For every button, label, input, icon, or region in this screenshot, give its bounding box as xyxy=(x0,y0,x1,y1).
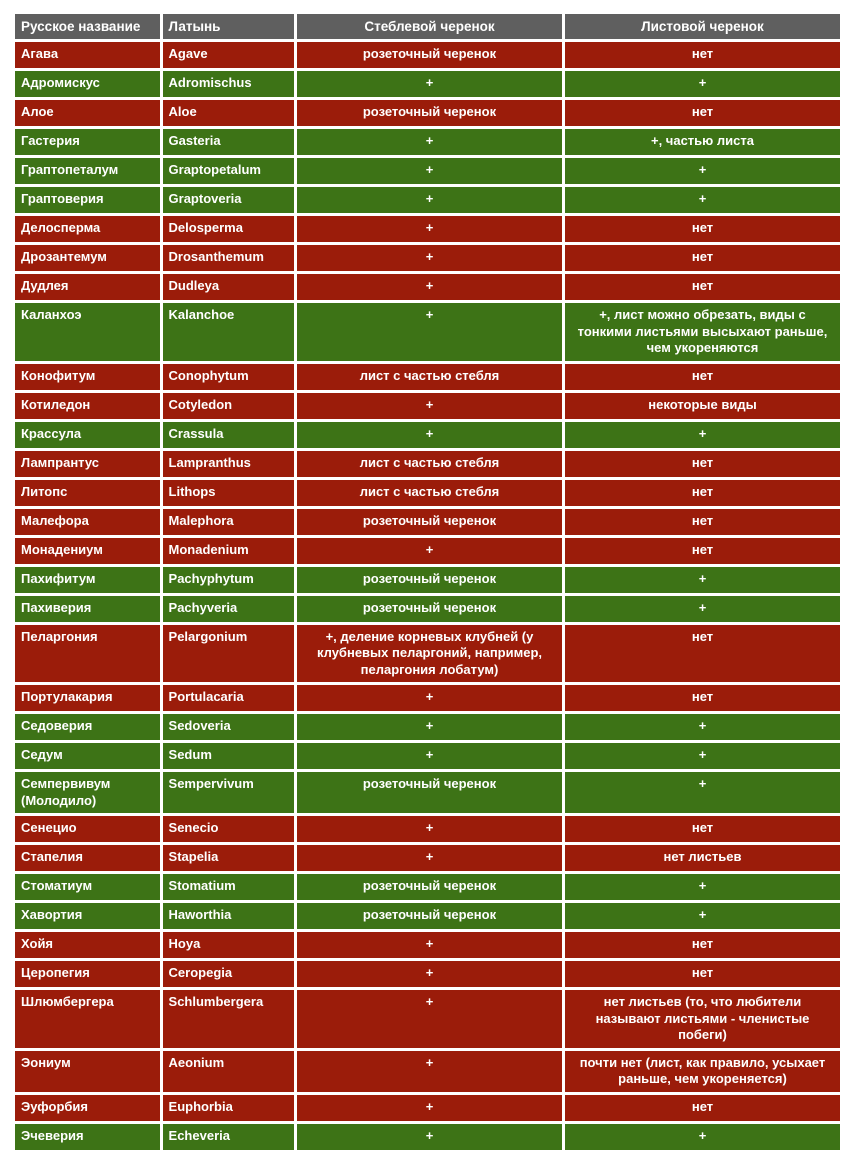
table-row xyxy=(15,274,840,300)
russian-name-cell: Малефора xyxy=(15,509,160,535)
russian-name-cell: Делосперма xyxy=(15,216,160,242)
table-row xyxy=(15,596,840,622)
stem-cutting-cell: + xyxy=(297,216,562,242)
russian-name-cell: Пахиверия xyxy=(15,596,160,622)
column-header-latin-name: Латынь xyxy=(163,14,294,39)
stem-cutting-cell: розеточный черенок xyxy=(297,42,562,68)
stem-cutting-cell: + xyxy=(297,816,562,842)
leaf-cutting-cell: нет xyxy=(565,245,840,271)
latin-name-cell: Crassula xyxy=(163,422,294,448)
latin-name-cell: Senecio xyxy=(163,816,294,842)
table-row xyxy=(15,903,840,929)
russian-name-cell: Котиледон xyxy=(15,393,160,419)
column-header-stem-cutting: Стеблевой черенок xyxy=(297,14,562,39)
latin-name-cell: Pelargonium xyxy=(163,625,294,683)
stem-cutting-cell: + xyxy=(297,1124,562,1150)
stem-cutting-cell: розеточный черенок xyxy=(297,100,562,126)
russian-name-cell: Седум xyxy=(15,743,160,769)
table-row xyxy=(15,364,840,390)
russian-name-cell: Литопс xyxy=(15,480,160,506)
table-row xyxy=(15,216,840,242)
table-row xyxy=(15,538,840,564)
leaf-cutting-cell: + xyxy=(565,714,840,740)
latin-name-cell: Graptopetalum xyxy=(163,158,294,184)
table-row xyxy=(15,816,840,842)
table-row xyxy=(15,422,840,448)
table-row xyxy=(15,42,840,68)
russian-name-cell: Дрозантемум xyxy=(15,245,160,271)
leaf-cutting-cell: + xyxy=(565,596,840,622)
russian-name-cell: Хойя xyxy=(15,932,160,958)
russian-name-cell: Лампрантус xyxy=(15,451,160,477)
russian-name-cell: Эчеверия xyxy=(15,1124,160,1150)
table-row xyxy=(15,567,840,593)
latin-name-cell: Aeonium xyxy=(163,1051,294,1092)
latin-name-cell: Adromischus xyxy=(163,71,294,97)
table-row xyxy=(15,1095,840,1121)
stem-cutting-cell: розеточный черенок xyxy=(297,596,562,622)
table-body xyxy=(15,42,840,1150)
stem-cutting-cell: + xyxy=(297,393,562,419)
russian-name-cell: Эониум xyxy=(15,1051,160,1092)
stem-cutting-cell: розеточный черенок xyxy=(297,772,562,813)
stem-cutting-cell: + xyxy=(297,743,562,769)
latin-name-cell: Portulacaria xyxy=(163,685,294,711)
leaf-cutting-cell: нет xyxy=(565,216,840,242)
succulent-propagation-table xyxy=(12,11,843,1153)
russian-name-cell: Седоверия xyxy=(15,714,160,740)
leaf-cutting-cell: нет xyxy=(565,364,840,390)
stem-cutting-cell: + xyxy=(297,714,562,740)
table-row xyxy=(15,480,840,506)
stem-cutting-cell: розеточный черенок xyxy=(297,874,562,900)
stem-cutting-cell: + xyxy=(297,245,562,271)
russian-name-cell: Конофитум xyxy=(15,364,160,390)
leaf-cutting-cell: + xyxy=(565,422,840,448)
stem-cutting-cell: + xyxy=(297,71,562,97)
leaf-cutting-cell: + xyxy=(565,71,840,97)
table-row xyxy=(15,772,840,813)
russian-name-cell: Стапелия xyxy=(15,845,160,871)
russian-name-cell: Эуфорбия xyxy=(15,1095,160,1121)
column-header-russian-name: Русское название xyxy=(15,14,160,39)
table-row xyxy=(15,961,840,987)
russian-name-cell: Портулакария xyxy=(15,685,160,711)
stem-cutting-cell: + xyxy=(297,274,562,300)
russian-name-cell: Хавортия xyxy=(15,903,160,929)
table-row xyxy=(15,245,840,271)
latin-name-cell: Echeveria xyxy=(163,1124,294,1150)
leaf-cutting-cell: нет листьев (то, что любители называют листьями - членистые побеги) xyxy=(565,990,840,1048)
table-row xyxy=(15,874,840,900)
stem-cutting-cell: розеточный черенок xyxy=(297,903,562,929)
latin-name-cell: Conophytum xyxy=(163,364,294,390)
russian-name-cell: Стоматиум xyxy=(15,874,160,900)
stem-cutting-cell: +, деление корневых клубней (у клубневых пеларгоний, например, пеларгония лобатум) xyxy=(297,625,562,683)
table-row xyxy=(15,932,840,958)
russian-name-cell: Агава xyxy=(15,42,160,68)
stem-cutting-cell: лист с частью стебля xyxy=(297,364,562,390)
latin-name-cell: Monadenium xyxy=(163,538,294,564)
table-row xyxy=(15,129,840,155)
stem-cutting-cell: + xyxy=(297,1095,562,1121)
leaf-cutting-cell: нет xyxy=(565,685,840,711)
table-row xyxy=(15,625,840,683)
leaf-cutting-cell: нет xyxy=(565,480,840,506)
leaf-cutting-cell: нет xyxy=(565,42,840,68)
russian-name-cell: Дудлея xyxy=(15,274,160,300)
russian-name-cell: Граптоверия xyxy=(15,187,160,213)
leaf-cutting-cell: нет xyxy=(565,961,840,987)
leaf-cutting-cell: нет листьев xyxy=(565,845,840,871)
table-row xyxy=(15,1124,840,1150)
russian-name-cell: Сенецио xyxy=(15,816,160,842)
latin-name-cell: Pachyveria xyxy=(163,596,294,622)
latin-name-cell: Pachyphytum xyxy=(163,567,294,593)
stem-cutting-cell: + xyxy=(297,961,562,987)
table-row xyxy=(15,303,840,361)
latin-name-cell: Delosperma xyxy=(163,216,294,242)
leaf-cutting-cell: + xyxy=(565,1124,840,1150)
table-row xyxy=(15,714,840,740)
leaf-cutting-cell: +, частью листа xyxy=(565,129,840,155)
latin-name-cell: Haworthia xyxy=(163,903,294,929)
table-row xyxy=(15,990,840,1048)
latin-name-cell: Schlumbergera xyxy=(163,990,294,1048)
russian-name-cell: Адромискус xyxy=(15,71,160,97)
leaf-cutting-cell: + xyxy=(565,187,840,213)
latin-name-cell: Aloe xyxy=(163,100,294,126)
stem-cutting-cell: + xyxy=(297,158,562,184)
russian-name-cell: Семпервивум (Молодило) xyxy=(15,772,160,813)
stem-cutting-cell: розеточный черенок xyxy=(297,567,562,593)
latin-name-cell: Agave xyxy=(163,42,294,68)
latin-name-cell: Lithops xyxy=(163,480,294,506)
leaf-cutting-cell: нет xyxy=(565,1095,840,1121)
leaf-cutting-cell: + xyxy=(565,158,840,184)
russian-name-cell: Шлюмбергера xyxy=(15,990,160,1048)
latin-name-cell: Stapelia xyxy=(163,845,294,871)
russian-name-cell: Алое xyxy=(15,100,160,126)
leaf-cutting-cell: + xyxy=(565,903,840,929)
stem-cutting-cell: лист с частью стебля xyxy=(297,451,562,477)
table-row xyxy=(15,685,840,711)
stem-cutting-cell: + xyxy=(297,303,562,361)
leaf-cutting-cell: некоторые виды xyxy=(565,393,840,419)
leaf-cutting-cell: нет xyxy=(565,625,840,683)
table-row xyxy=(15,1051,840,1092)
table-row xyxy=(15,187,840,213)
leaf-cutting-cell: нет xyxy=(565,816,840,842)
stem-cutting-cell: розеточный черенок xyxy=(297,509,562,535)
latin-name-cell: Sedoveria xyxy=(163,714,294,740)
table-row xyxy=(15,100,840,126)
russian-name-cell: Гастерия xyxy=(15,129,160,155)
leaf-cutting-cell: +, лист можно обрезать, виды с тонкими листьями высыхают раньше, чем укореняются xyxy=(565,303,840,361)
latin-name-cell: Drosanthemum xyxy=(163,245,294,271)
latin-name-cell: Gasteria xyxy=(163,129,294,155)
russian-name-cell: Крассула xyxy=(15,422,160,448)
stem-cutting-cell: + xyxy=(297,1051,562,1092)
table-row xyxy=(15,71,840,97)
table-row xyxy=(15,451,840,477)
stem-cutting-cell: + xyxy=(297,187,562,213)
table-row xyxy=(15,393,840,419)
leaf-cutting-cell: нет xyxy=(565,100,840,126)
stem-cutting-cell: + xyxy=(297,932,562,958)
column-header-leaf-cutting: Листовой черенок xyxy=(565,14,840,39)
stem-cutting-cell: + xyxy=(297,538,562,564)
stem-cutting-cell: + xyxy=(297,685,562,711)
leaf-cutting-cell: нет xyxy=(565,451,840,477)
leaf-cutting-cell: + xyxy=(565,874,840,900)
header-row xyxy=(15,14,840,39)
leaf-cutting-cell: нет xyxy=(565,538,840,564)
leaf-cutting-cell: нет xyxy=(565,274,840,300)
latin-name-cell: Kalanchoe xyxy=(163,303,294,361)
russian-name-cell: Монадениум xyxy=(15,538,160,564)
table-row xyxy=(15,845,840,871)
stem-cutting-cell: + xyxy=(297,990,562,1048)
russian-name-cell: Пеларгония xyxy=(15,625,160,683)
leaf-cutting-cell: + xyxy=(565,772,840,813)
latin-name-cell: Cotyledon xyxy=(163,393,294,419)
table-row xyxy=(15,158,840,184)
table-row xyxy=(15,743,840,769)
leaf-cutting-cell: нет xyxy=(565,509,840,535)
russian-name-cell: Пахифитум xyxy=(15,567,160,593)
latin-name-cell: Sedum xyxy=(163,743,294,769)
latin-name-cell: Lampranthus xyxy=(163,451,294,477)
russian-name-cell: Церопегия xyxy=(15,961,160,987)
latin-name-cell: Dudleya xyxy=(163,274,294,300)
leaf-cutting-cell: нет xyxy=(565,932,840,958)
latin-name-cell: Ceropegia xyxy=(163,961,294,987)
latin-name-cell: Stomatium xyxy=(163,874,294,900)
table-row xyxy=(15,509,840,535)
latin-name-cell: Sempervivum xyxy=(163,772,294,813)
leaf-cutting-cell: + xyxy=(565,567,840,593)
russian-name-cell: Граптопеталум xyxy=(15,158,160,184)
stem-cutting-cell: + xyxy=(297,422,562,448)
latin-name-cell: Euphorbia xyxy=(163,1095,294,1121)
leaf-cutting-cell: почти нет (лист, как правило, усыхает раньше, чем укореняется) xyxy=(565,1051,840,1092)
stem-cutting-cell: + xyxy=(297,129,562,155)
latin-name-cell: Hoya xyxy=(163,932,294,958)
stem-cutting-cell: + xyxy=(297,845,562,871)
latin-name-cell: Graptoveria xyxy=(163,187,294,213)
stem-cutting-cell: лист с частью стебля xyxy=(297,480,562,506)
latin-name-cell: Malephora xyxy=(163,509,294,535)
leaf-cutting-cell: + xyxy=(565,743,840,769)
russian-name-cell: Каланхоэ xyxy=(15,303,160,361)
